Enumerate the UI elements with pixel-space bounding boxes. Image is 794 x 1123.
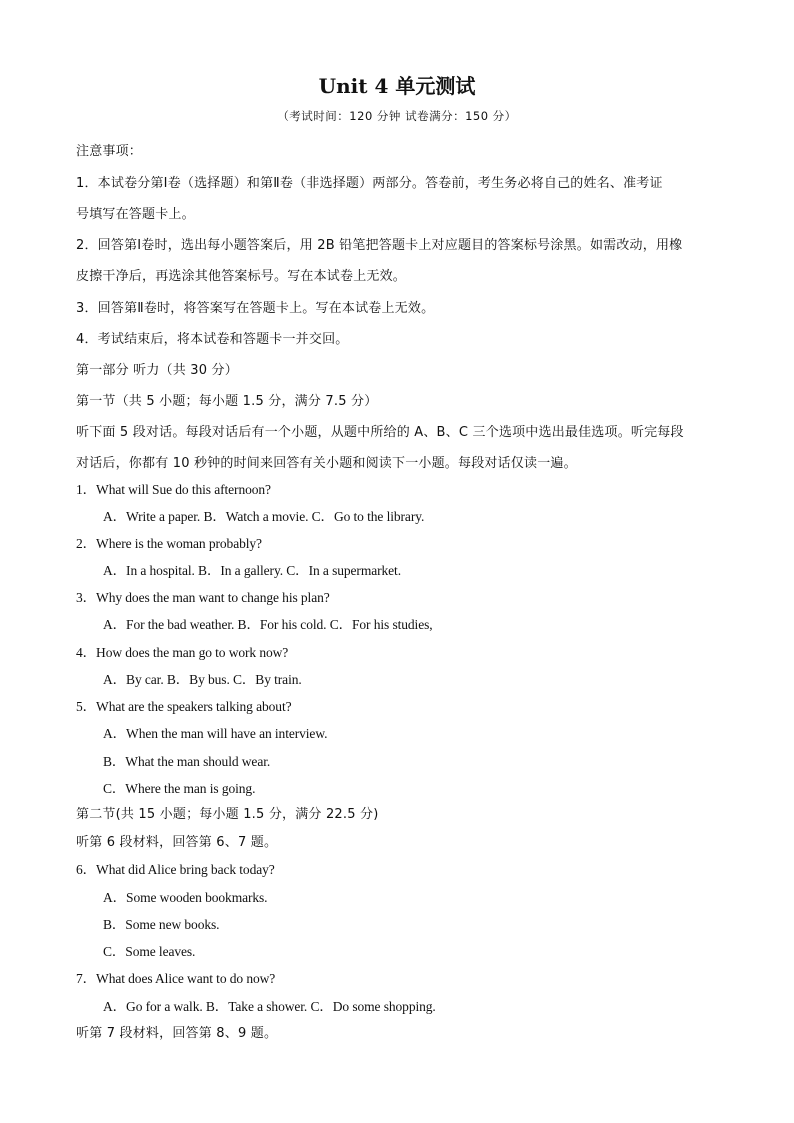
question-6-stem: 6．What did Alice bring back today? [76, 862, 275, 877]
question-2-stem: 2．Where is the woman probably? [76, 536, 262, 551]
question-6-option-a: A．Some wooden bookmarks. [103, 890, 268, 905]
section1-instruction-line-1: 听下面 5 段对话。每段对话后有一个小题，从题中所给的 A、B、C 三个选项中选出最佳选项。听完每段 [76, 425, 684, 440]
page-title: Unit 4 单元测试 [318, 74, 476, 98]
question-3-options: A．For the bad weather. B．For his cold. C．For his studies, [103, 617, 433, 632]
question-4-options: A．By car. B．By bus. C．By train. [103, 672, 302, 687]
question-6-option-b: B．Some new books. [103, 917, 220, 932]
note-2-line-1: 2．回答第Ⅰ卷时，选出每小题答案后，用 2B 铅笔把答题卡上对应题目的答案标号涂黑。如需改动，用橡 [76, 238, 683, 253]
notes-heading: 注意事项： [76, 144, 143, 159]
question-5-option-c: C．Where the man is going. [103, 781, 256, 796]
question-5-stem: 5．What are the speakers talking about? [76, 699, 292, 714]
question-7-options: A．Go for a walk. B．Take a shower. C．Do some shopping. [103, 999, 436, 1014]
question-6-option-c: C．Some leaves. [103, 944, 196, 959]
exam-info: （考试时间：120 分钟 试卷满分：150 分） [277, 109, 517, 123]
listen-material-6: 听第 6 段材料，回答第 6、7 题。 [76, 835, 278, 850]
question-5-option-a: A．When the man will have an interview. [103, 726, 328, 741]
question-5-option-b: B．What the man should wear. [103, 754, 271, 769]
section2-heading: 第二节(共 15 小题；每小题 1.5 分，满分 22.5 分) [76, 807, 379, 822]
part1-heading: 第一部分 听力（共 30 分） [76, 363, 238, 378]
question-4-stem: 4．How does the man go to work now? [76, 645, 289, 660]
section1-instruction-line-2: 对话后，你都有 10 秒钟的时间来回答有关小题和阅读下一小题。每段对话仅读一遍。 [76, 456, 577, 471]
question-3-stem: 3．Why does the man want to change his plan? [76, 590, 330, 605]
note-1-line-1: 1．本试卷分第Ⅰ卷（选择题）和第Ⅱ卷（非选择题）两部分。答卷前，考生务必将自己的姓名、准考证 [76, 176, 663, 191]
question-1-stem: 1．What will Sue do this afternoon? [76, 482, 271, 497]
question-1-options: A．Write a paper. B．Watch a movie. C．Go to the library. [103, 509, 425, 524]
section1-heading: 第一节（共 5 小题；每小题 1.5 分，满分 7.5 分） [76, 394, 378, 409]
note-2-line-2: 皮擦干净后，再选涂其他答案标号。写在本试卷上无效。 [76, 269, 407, 284]
note-3: 3．回答第Ⅱ卷时，将答案写在答题卡上。写在本试卷上无效。 [76, 301, 435, 316]
listen-material-7: 听第 7 段材料，回答第 8、9 题。 [76, 1026, 278, 1041]
question-7-stem: 7．What does Alice want to do now? [76, 971, 276, 986]
note-4: 4．考试结束后，将本试卷和答题卡一并交回。 [76, 332, 349, 347]
question-2-options: A．In a hospital. B．In a gallery. C．In a supermarket. [103, 563, 401, 578]
note-1-line-2: 号填写在答题卡上。 [76, 207, 195, 222]
